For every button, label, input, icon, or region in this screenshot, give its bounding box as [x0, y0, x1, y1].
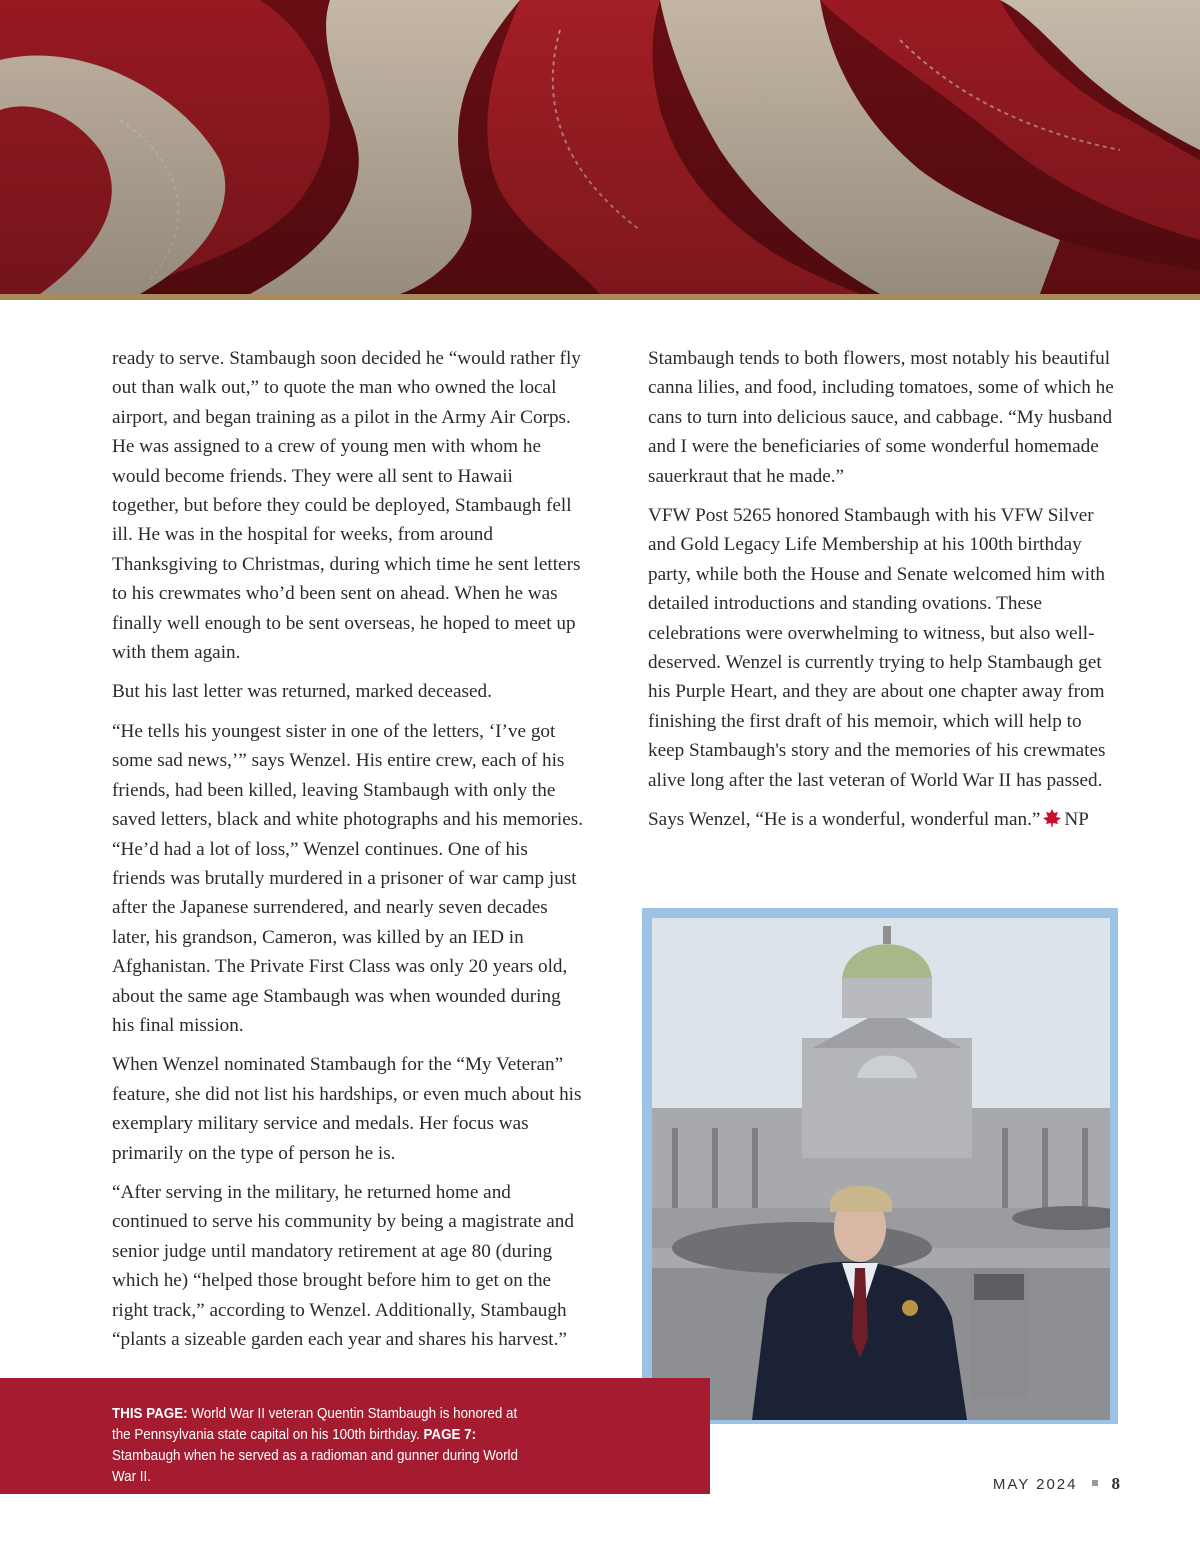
- caption-text: World War II veteran Quentin Stambaugh is honored at the Pennsylvania state capital on his 100th birthday.: [112, 1406, 518, 1443]
- paragraph: “After serving in the military, he returned home and continued to serve his community by being a magistrate and senior judge until mandatory retirement at age 80 (during which he) “helped those brought before him to get on the right track,” according to Wenzel. Additionally, Stambaugh “plants a sizeable garden each year and shares his harvest.”: [112, 1181, 574, 1350]
- issue-date: MAY 2024: [992, 1476, 1078, 1493]
- caption-text: Stambaugh when he served as a radioman and gunner during World War II.: [112, 1448, 518, 1485]
- caption-label: PAGE 7:: [423, 1427, 477, 1443]
- page-footer: [993, 1474, 1120, 1494]
- paragraph: ready to serve. Stambaugh soon decided he “would rather fly out than walk out,” to quote the man who owned the local airport, and began training as a pilot in the Army Air Corps. He was assigned to a crew of young men with whom he would become friends. They were all sent to Hawaii together, but before they could be deployed, Stambaugh fell ill. He was in the hospital for weeks, from around Thanksgiving to Christmas, during which time he sent letters to his crewmates who’d been sent on ahead. When he was finally well enough to be sent overseas, he hoped to meet up with them again.: [112, 348, 581, 664]
- paragraph: “He tells his youngest sister in one of the letters, ‘I’ve got some sad news,’” says Wenzel. His entire crew, each of his friends, had been killed, leaving Stambaugh with only the saved letters, black and white photographs and his memories. “He’d had a lot of loss,” Wenzel continues. One of his friends was brutally murdered in a prisoner of war camp just after the Japanese surrendered, and nearly seven decades later, his grandson, Cameron, was killed by an IED in Afghanistan. The Private First Class was only 20 years old, about the same age Stambaugh was when wounded during his final mission.: [112, 720, 584, 1036]
- flag-illustration: [0, 0, 1200, 294]
- footer-separator: [1092, 1480, 1098, 1486]
- gold-divider: [0, 294, 1200, 300]
- article-column-left: [112, 344, 584, 1364]
- veteran-capitol-photo: [652, 918, 1110, 1420]
- closing-paragraph: [648, 805, 1120, 834]
- maple-leaf-icon: [1042, 809, 1062, 827]
- paragraph: When Wenzel nominated Stambaugh for the “My Veteran” feature, she did not list his hardships, or even much about his exemplary military service and medals. Her focus was primarily on the type of person he is.: [112, 1054, 582, 1164]
- photo-frame: [642, 908, 1118, 1424]
- photo-caption: [112, 1404, 526, 1488]
- closing-text: Says Wenzel, “He is a wonderful, wonderful man.”: [648, 809, 1041, 831]
- paragraph: But his last letter was returned, marked deceased.: [112, 681, 492, 703]
- page-number: 8: [1111, 1474, 1120, 1493]
- end-mark: NP: [1064, 809, 1089, 831]
- flag-banner-image: [0, 0, 1200, 294]
- paragraph: Stambaugh tends to both flowers, most notably his beautiful canna lilies, and food, including tomatoes, some of which he cans to turn into delicious sauce, and cabbage. “My husband and I were the beneficiaries of some wonderful homemade sauerkraut that he made.”: [648, 348, 1114, 487]
- caption-label: THIS PAGE:: [112, 1406, 188, 1422]
- paragraph: VFW Post 5265 honored Stambaugh with his VFW Silver and Gold Legacy Life Membership at his 100th birthday party, while both the House and Senate welcomed him with detailed introductions and standing ovations. These celebrations were overwhelming to witness, but also well-deserved. Wenzel is currently trying to help Stambaugh get his Purple Heart, and they are about one chapter away from finishing the first draft of his memoir, which will help to keep Stambaugh's story and the memories of his crewmates alive long after the last veteran of World War II has passed.: [648, 505, 1106, 791]
- article-column-right: [648, 344, 1120, 845]
- capitol-photo-illustration: [652, 918, 1110, 1420]
